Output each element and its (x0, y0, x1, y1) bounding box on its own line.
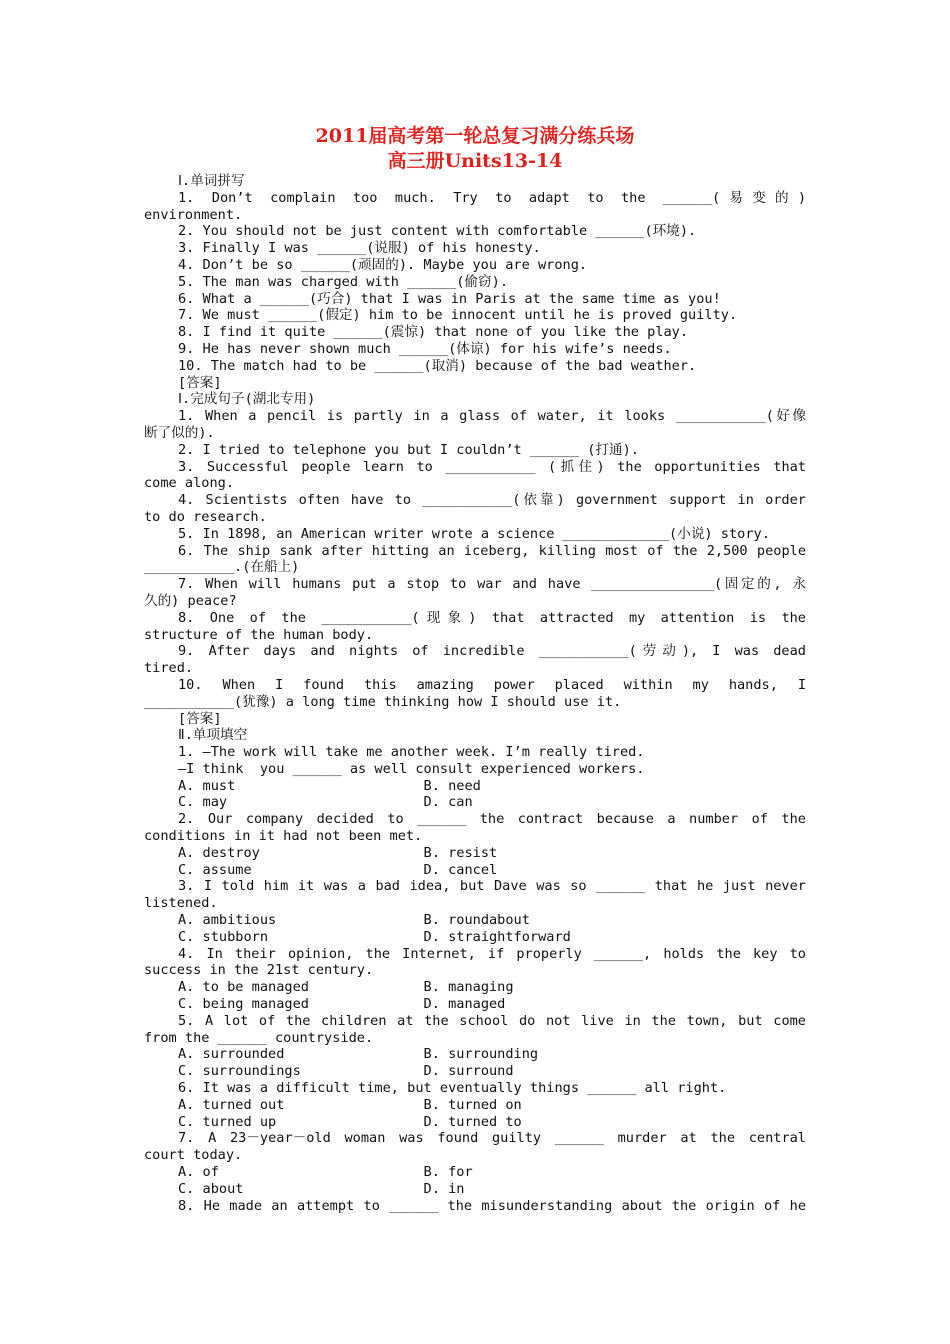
text-line: 1. Don’t complain too much. Try to adapt to the ______(易变的) (178, 189, 806, 206)
option-row: A. destroy B. resist (178, 844, 498, 861)
text-line: 8. I find it quite ______(震惊) that none of you like the play. (178, 324, 689, 341)
text-line: 5. The man was charged with ______(偷窃). (178, 273, 509, 290)
text-line: 3. Successful people learn to ___________ (抓住) the opportunities that (178, 458, 806, 475)
text-line: 4. Scientists often have to ___________(依靠) government support in order (178, 492, 806, 509)
text-line: court today. (144, 1147, 243, 1164)
text-line: 8. He made an attempt to ______ the misunderstanding about the origin of he (178, 1197, 806, 1214)
option-row: A. must B. need (178, 777, 481, 794)
option-row: C. surroundings D. surround (178, 1063, 514, 1080)
text-line: 1. —The work will take me another week. I’m really tired. (178, 744, 645, 761)
text-line: 9. He has never shown much ______(体谅) for his wife’s needs. (178, 340, 672, 357)
text-line: 6. It was a difficult time, but eventually things ______ all right. (178, 1080, 727, 1097)
text-line: ___________(犹豫) a long time thinking how I should use it. (144, 693, 622, 710)
text-line: 3. Finally I was ______(说服) of his honesty. (178, 240, 541, 257)
answer-label: [答案] (178, 374, 222, 391)
section-heading: Ⅱ.单项填空 (178, 727, 248, 744)
text-line: 断了似的). (144, 424, 215, 441)
option-row: C. turned up D. turned to (178, 1113, 522, 1130)
text-line: from the ______ countryside. (144, 1029, 374, 1046)
option-row: A. of B. for (178, 1164, 473, 1181)
text-line: 4. Don’t be so ______(顽固的). Maybe you are wrong. (178, 256, 588, 273)
text-line: 2. I tried to telephone you but I couldn’t ______ (打通). (178, 441, 639, 458)
section-heading: Ⅰ.完成句子(湖北专用) (178, 391, 316, 408)
text-line: 10. The match had to be ______(取消) because of the bad weather. (178, 357, 697, 374)
option-row: C. assume D. cancel (178, 861, 498, 878)
text-line: 2. Our company decided to ______ the contract because a number of the (178, 811, 806, 828)
text-line: 5. In 1898, an American writer wrote a science _____________(小说) story. (178, 525, 770, 542)
text-line: 10. When I found this amazing power placed within my hands, I (178, 676, 806, 693)
text-line: 8. One of the ___________(现象) that attracted my attention is the (178, 609, 806, 626)
text-line: 3. I told him it was a bad idea, but Dave was so ______ that he just never (178, 878, 806, 895)
text-line: 9. After days and nights of incredible ___________(劳动), I was dead (178, 643, 806, 660)
text-line: environment. (144, 206, 243, 223)
document-body (144, 173, 806, 1214)
text-line: listened. (144, 895, 218, 912)
option-row: C. may D. can (178, 794, 473, 811)
text-line: 4. In their opinion, the Internet, if properly ______, holds the key to (178, 945, 806, 962)
option-row: C. about D. in (178, 1180, 465, 1197)
option-row: A. ambitious B. roundabout (178, 912, 530, 929)
text-line: tired. (144, 660, 194, 677)
text-line: 7. When will humans put a stop to war and have _______________(固定的, 永 (178, 576, 806, 593)
text-line: 7. A 23－year－old woman was found guilty ______ murder at the central (178, 1130, 806, 1147)
text-line: 久的) peace? (144, 592, 237, 609)
text-line: 2. You should not be just content with comfortable ______(环境). (178, 223, 697, 240)
option-row: A. surrounded B. surrounding (178, 1046, 539, 1063)
option-row: A. turned out B. turned on (178, 1096, 522, 1113)
text-line: success in the 21st century. (144, 962, 374, 979)
text-line: to do research. (144, 508, 267, 525)
option-row: C. stubborn D. straightforward (178, 928, 571, 945)
text-line: 5. A lot of the children at the school do not live in the town, but come (178, 1012, 806, 1029)
answer-label: [答案] (178, 710, 222, 727)
option-row: A. to be managed B. managing (178, 979, 514, 996)
text-line: come along. (144, 475, 235, 492)
text-line: 6. What a ______(巧合) that I was in Paris at the same time as you! (178, 290, 721, 307)
text-line: 6. The ship sank after hitting an iceberg, killing most of the 2,500 people (178, 542, 806, 559)
text-line: 1. When a pencil is partly in a glass of water, it looks ___________(好像 (178, 408, 806, 425)
text-line: —I think you ______ as well consult experienced workers. (178, 760, 645, 777)
document-title: 2011届高考第一轮总复习满分练兵场 (315, 125, 635, 147)
text-line: structure of the human body. (144, 626, 374, 643)
section-heading: Ⅰ.单词拼写 (178, 173, 245, 189)
text-line: 7. We must ______(假定) him to be innocent until he is proved guilty. (178, 307, 738, 324)
document-subtitle: 高三册Units13-14 (387, 150, 563, 172)
text-line: ___________.(在船上) (144, 559, 300, 576)
text-line: conditions in it had not been met. (144, 828, 423, 845)
option-row: C. being managed D. managed (178, 996, 506, 1013)
